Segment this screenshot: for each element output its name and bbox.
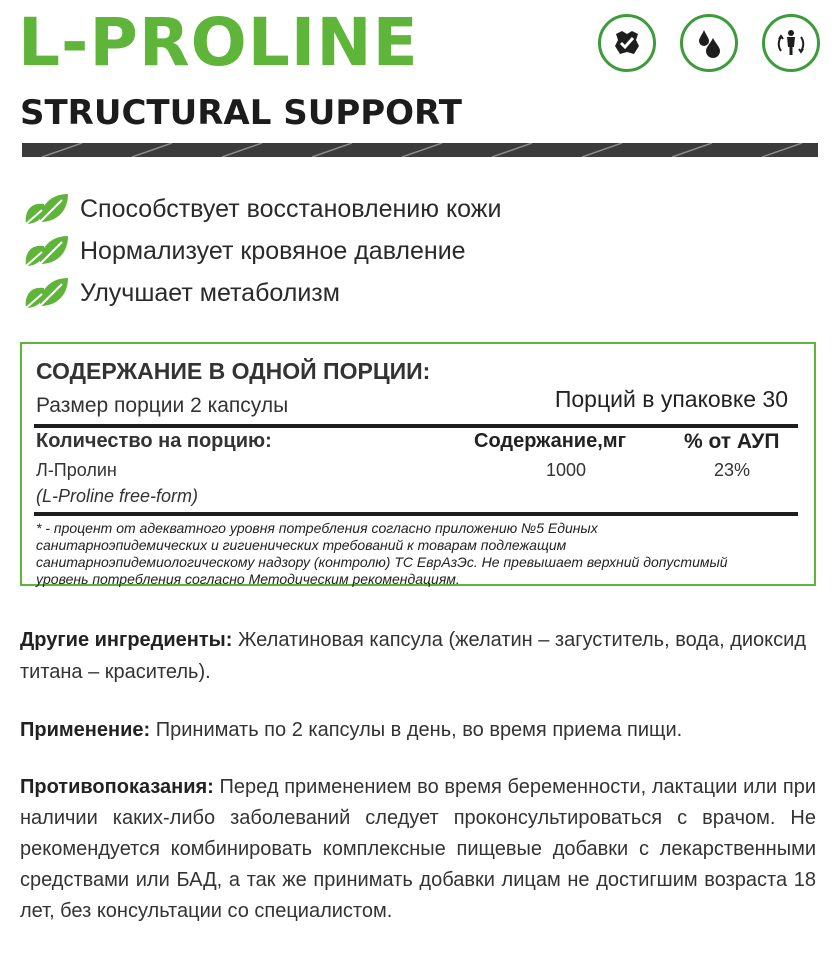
serving-size: Размер порции 2 капсулы xyxy=(36,394,289,417)
other-ingredients-label: Другие ингредиенты: xyxy=(20,629,233,651)
usage xyxy=(20,714,816,746)
benefits-list xyxy=(22,188,501,314)
ingredient-name: Л-Пролин xyxy=(36,460,117,480)
human-metabolism-icon xyxy=(762,14,820,72)
column-daily-value: % от АУП xyxy=(684,430,780,453)
column-amount: Количество на порцию: xyxy=(36,430,272,452)
ingredient-latin: (L-Proline free-form) xyxy=(36,486,199,506)
benefit-item xyxy=(22,272,501,314)
divider xyxy=(34,512,798,516)
leaf-icon xyxy=(22,190,72,228)
divider xyxy=(34,424,798,428)
benefit-text: Улучшает метаболизм xyxy=(80,278,340,307)
benefit-text: Способствует восстановлению кожи xyxy=(80,194,502,223)
other-ingredients-text: Желатиновая капсула (желатин – загуститель, вода, диоксид титана – краситель). xyxy=(20,629,806,683)
feature-badges xyxy=(598,14,820,72)
benefit-item xyxy=(22,188,501,230)
ingredient-mg: 1000 xyxy=(546,460,587,480)
supplement-facts-panel xyxy=(20,342,816,586)
blood-drops-icon xyxy=(680,14,738,72)
usage-text: Принимать по 2 капсулы в день, во время приема пищи. xyxy=(150,719,683,741)
other-ingredients xyxy=(20,624,816,688)
benefit-text: Нормализует кровяное давление xyxy=(80,236,466,265)
usage-label: Применение: xyxy=(20,719,151,741)
footnote: * - процент от адекватного уровня потребления согласно приложению №5 Единых санитарноэпидемических и гигиенических требований к товарам подлежащим санитарноэпидемиологическому надзору (контролю) ТС ЕврАзЭс. Не превышает верхний допустимый уровень потребления согласно Методическим рекомендациям. xyxy=(36,520,728,587)
leaf-icon xyxy=(22,274,72,312)
column-content: Содержание,мг xyxy=(474,430,626,452)
contraindications-text: Перед применением во время беременности, лактации или при наличии каких-либо заболеваний следует проконсультироваться с врачом. Не рекомендуется комбинировать комплексные пищевые добавки с лекарственными средствами или БАД, а так же принимать добавки лицам не достигшим возраста 18 лет, без консультации со специалистом. xyxy=(20,776,816,922)
product-title: L-PROLINE xyxy=(18,4,419,81)
contraindications-label: Противопоказания: xyxy=(20,776,214,798)
benefit-item xyxy=(22,230,501,272)
decorative-stripe xyxy=(22,143,818,157)
leather-skin-icon xyxy=(598,14,656,72)
contraindications xyxy=(20,772,816,927)
product-subtitle: STRUCTURAL SUPPORT xyxy=(20,93,462,133)
ingredient-pct: 23% xyxy=(714,460,751,480)
panel-heading: СОДЕРЖАНИЕ В ОДНОЙ ПОРЦИИ: xyxy=(36,358,431,384)
servings-per-pack: Порций в упаковке 30 xyxy=(554,386,788,412)
leaf-icon xyxy=(22,232,72,270)
